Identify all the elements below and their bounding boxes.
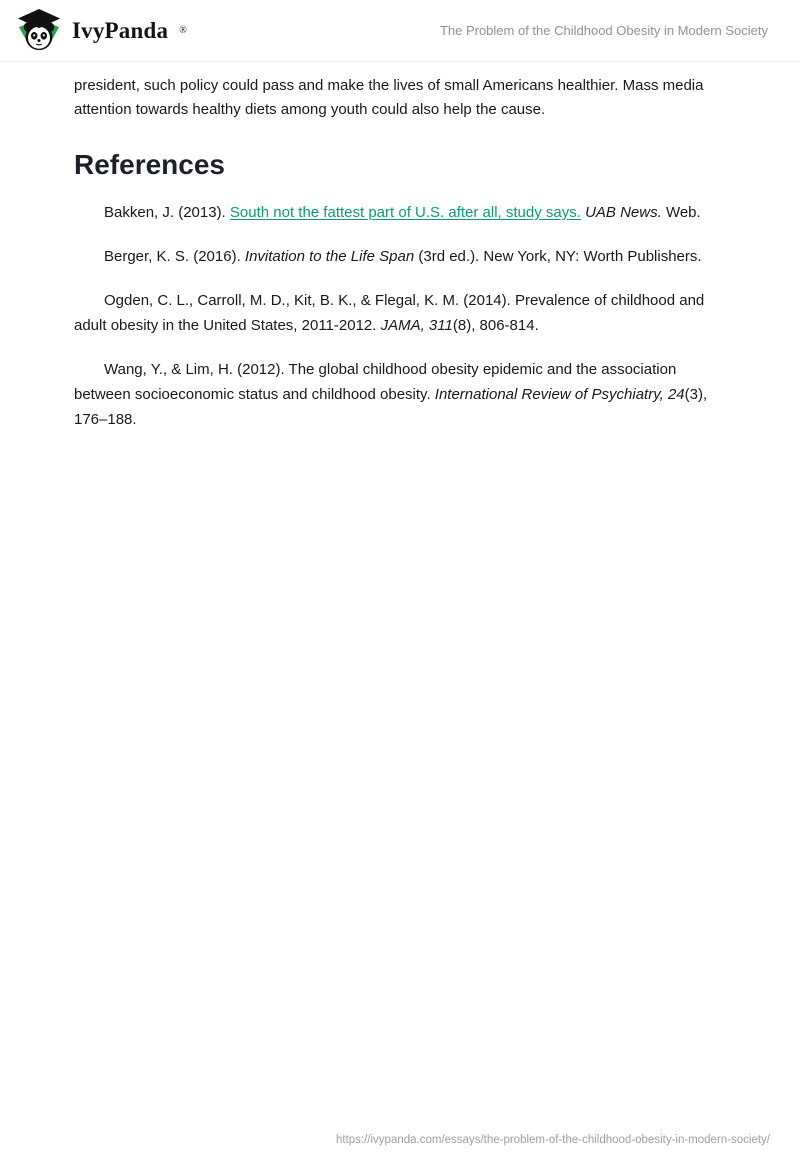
- brand-name: IvyPanda: [72, 17, 169, 43]
- reference-entry: [74, 244, 726, 269]
- page-header: [0, 0, 800, 62]
- brand-logo-link[interactable]: [16, 8, 187, 54]
- body-paragraph: president, such policy could pass and make the lives of small Americans healthier. Mass media attention towards healthy diets among youth could also help the cause.: [74, 77, 704, 118]
- reference-text: Ogden, C. L., Carroll, M. D., Kit, B. K., & Flegal, K. M. (2014). Prevalence of childhood and adult obesity in the United States, 2011-2012.: [74, 292, 705, 334]
- references-list: [74, 200, 726, 432]
- reference-italic-text: International Review of Psychiatry, 24: [434, 386, 685, 403]
- reference-entry: [74, 200, 726, 225]
- page-footer: [0, 1130, 770, 1148]
- reference-text: Web.: [661, 204, 701, 221]
- document-content: [0, 62, 800, 432]
- document-title: The Problem of the Childhood Obesity in Modern Society: [439, 23, 768, 38]
- reference-text: (3rd ed.). New York, NY: Worth Publishers.: [414, 248, 702, 265]
- reference-entry: [74, 288, 726, 338]
- reference-text: (8), 806-814.: [452, 317, 539, 334]
- reference-italic-text: Invitation to the Life Span: [244, 248, 415, 265]
- reference-text: (3), 176–188.: [74, 386, 708, 428]
- reference-entry: [74, 357, 726, 432]
- ivypanda-panda-logo-icon: [16, 8, 62, 54]
- references-heading: References: [74, 149, 225, 180]
- reference-link[interactable]: South not the fattest part of U.S. after all, study says.: [229, 204, 581, 221]
- registered-trademark-symbol: ®: [179, 25, 187, 36]
- reference-italic-text: UAB News.: [585, 204, 662, 221]
- reference-text: Berger, K. S. (2016).: [104, 248, 245, 265]
- reference-text: Wang, Y., & Lim, H. (2012). The global childhood obesity epidemic and the association between socioeconomic status and childhood obesity.: [74, 361, 677, 403]
- source-url: https://ivypanda.com/essays/the-problem-of-the-childhood-obesity-in-modern-society/: [335, 1134, 770, 1146]
- reference-italic-text: JAMA, 311: [380, 317, 453, 334]
- reference-text: Bakken, J. (2013).: [104, 204, 230, 221]
